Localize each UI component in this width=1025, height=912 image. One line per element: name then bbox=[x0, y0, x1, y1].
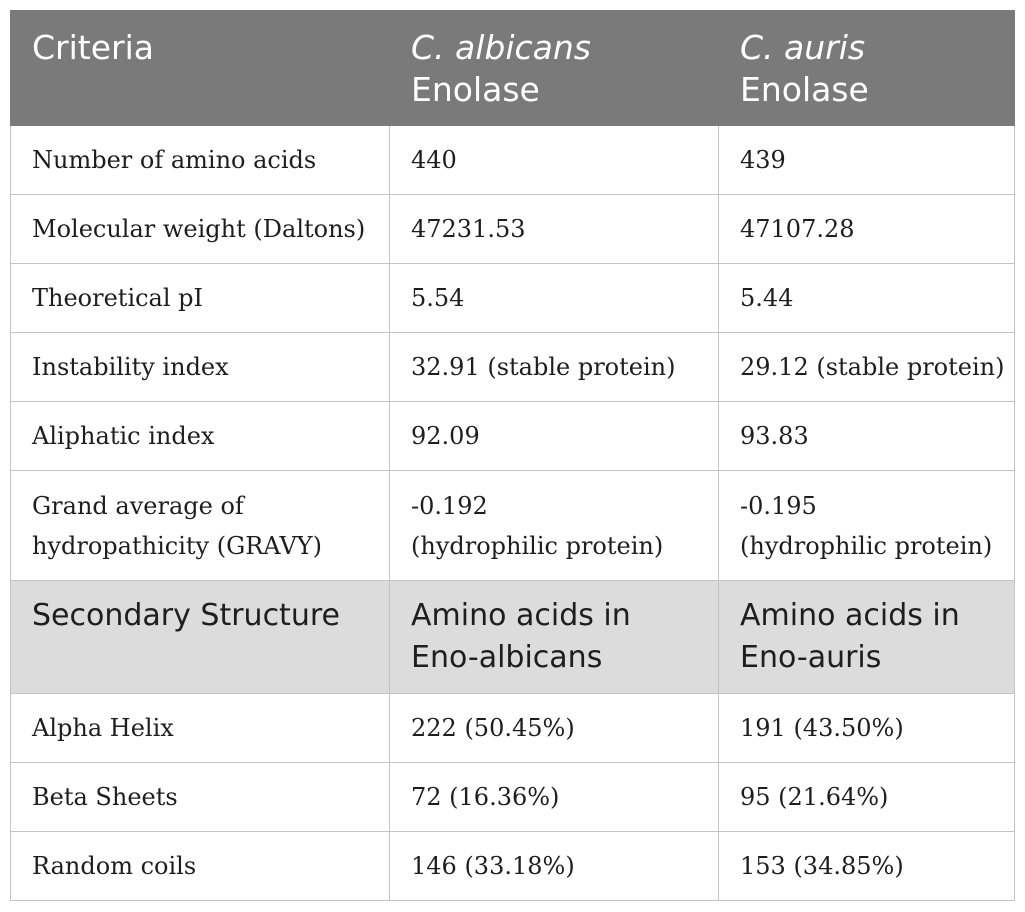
row-albicans-value: 47231.53 bbox=[390, 195, 719, 264]
row-auris-value: 93.83 bbox=[719, 402, 1015, 471]
header-auris-species: C. auris bbox=[740, 28, 866, 67]
subheader-albicans-line1: Amino acids in bbox=[411, 598, 631, 633]
table-row-gravy bbox=[11, 471, 1015, 581]
table-row bbox=[11, 333, 1015, 402]
subheader-albicans-line2: Eno-albicans bbox=[411, 640, 603, 675]
subheader-auris bbox=[719, 581, 1015, 694]
gravy-label-line2: hydropathicity (GRAVY) bbox=[32, 531, 322, 560]
enolase-comparison-table bbox=[10, 10, 1015, 901]
table-row bbox=[11, 402, 1015, 471]
gravy-auris-line1: -0.195 bbox=[740, 491, 817, 520]
row-auris-value: 47107.28 bbox=[719, 195, 1015, 264]
row-albicans-value: 92.09 bbox=[390, 402, 719, 471]
row-albicans-value: 5.54 bbox=[390, 264, 719, 333]
row-auris-value: 29.12 (stable protein) bbox=[719, 333, 1015, 402]
row-label: Alpha Helix bbox=[11, 694, 390, 763]
table-header-row bbox=[11, 11, 1015, 126]
row-label: Random coils bbox=[11, 832, 390, 901]
table-row bbox=[11, 195, 1015, 264]
row-albicans-value: 72 (16.36%) bbox=[390, 763, 719, 832]
gravy-label bbox=[11, 471, 390, 581]
table-row bbox=[11, 264, 1015, 333]
subheader-albicans bbox=[390, 581, 719, 694]
row-label: Aliphatic index bbox=[11, 402, 390, 471]
row-label: Molecular weight (Daltons) bbox=[11, 195, 390, 264]
row-auris-value: 191 (43.50%) bbox=[719, 694, 1015, 763]
table-row bbox=[11, 694, 1015, 763]
header-albicans bbox=[390, 11, 719, 126]
table-row bbox=[11, 126, 1015, 195]
row-albicans-value: 32.91 (stable protein) bbox=[390, 333, 719, 402]
subheader-label: Secondary Structure bbox=[11, 581, 390, 694]
row-auris-value: 439 bbox=[719, 126, 1015, 195]
header-auris bbox=[719, 11, 1015, 126]
subheader-auris-line1: Amino acids in bbox=[740, 598, 960, 633]
row-label: Number of amino acids bbox=[11, 126, 390, 195]
row-label: Instability index bbox=[11, 333, 390, 402]
header-criteria: Criteria bbox=[11, 11, 390, 126]
table-row bbox=[11, 763, 1015, 832]
gravy-label-line1: Grand average of bbox=[32, 491, 244, 520]
gravy-albicans-line1: -0.192 bbox=[411, 491, 488, 520]
row-auris-value: 5.44 bbox=[719, 264, 1015, 333]
row-label: Beta Sheets bbox=[11, 763, 390, 832]
gravy-albicans bbox=[390, 471, 719, 581]
row-label: Theoretical pI bbox=[11, 264, 390, 333]
row-auris-value: 153 (34.85%) bbox=[719, 832, 1015, 901]
subheader-auris-line2: Eno-auris bbox=[740, 640, 882, 675]
table-row bbox=[11, 832, 1015, 901]
row-albicans-value: 440 bbox=[390, 126, 719, 195]
header-albicans-species: C. albicans bbox=[411, 28, 592, 67]
row-albicans-value: 222 (50.45%) bbox=[390, 694, 719, 763]
row-auris-value: 95 (21.64%) bbox=[719, 763, 1015, 832]
header-albicans-suffix: Enolase bbox=[411, 70, 540, 109]
row-albicans-value: 146 (33.18%) bbox=[390, 832, 719, 901]
gravy-albicans-line2: (hydrophilic protein) bbox=[411, 531, 664, 560]
gravy-auris bbox=[719, 471, 1015, 581]
header-auris-suffix: Enolase bbox=[740, 70, 869, 109]
gravy-auris-line2: (hydrophilic protein) bbox=[740, 531, 993, 560]
secondary-structure-header-row bbox=[11, 581, 1015, 694]
